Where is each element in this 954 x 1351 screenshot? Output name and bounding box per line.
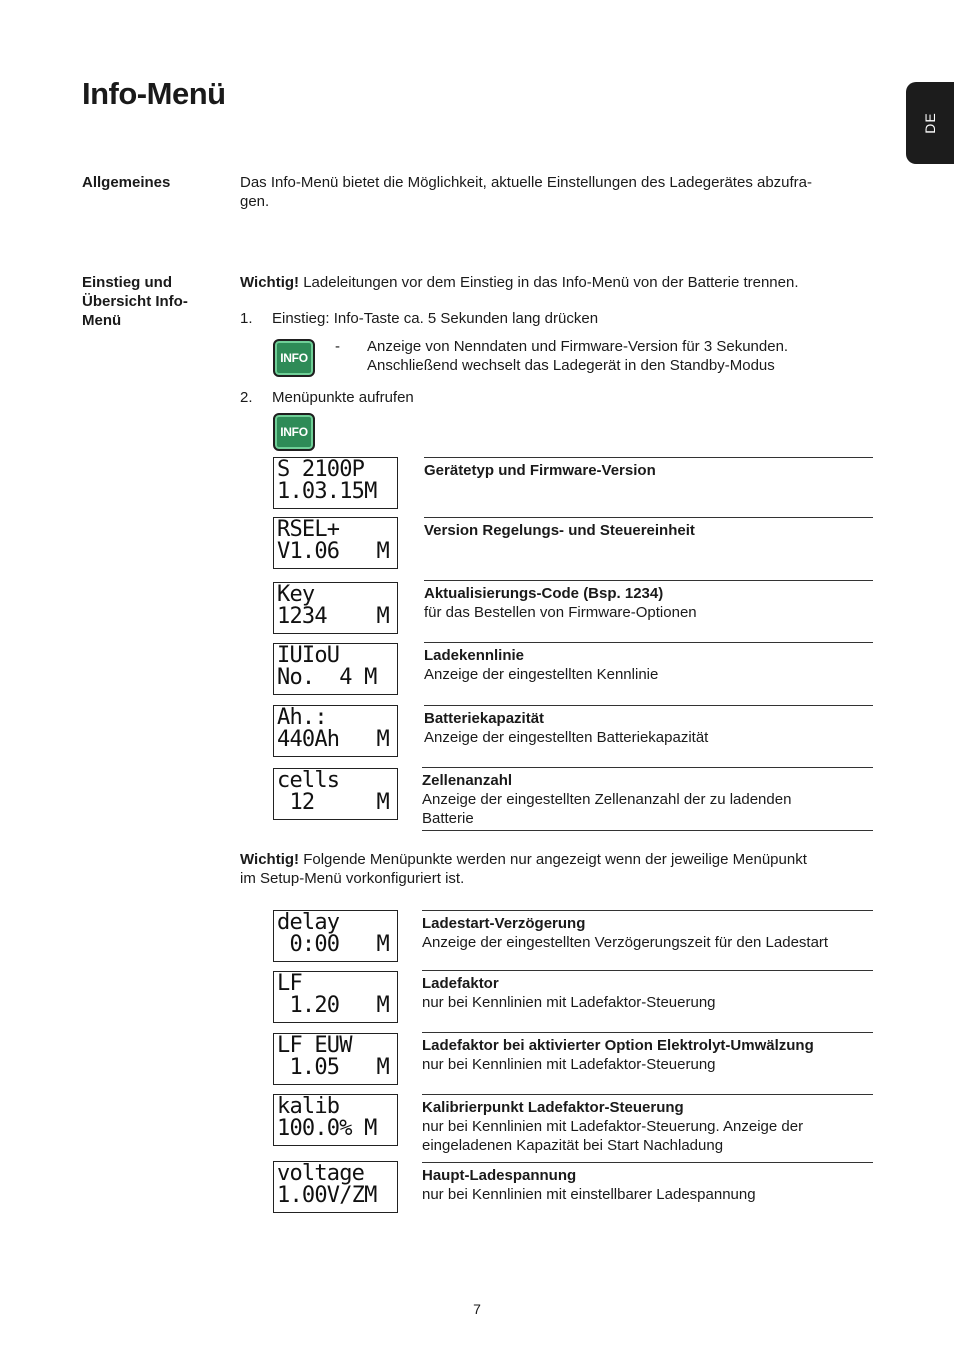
lcd-display: RSEL+ V1.06 M bbox=[273, 517, 398, 569]
step-1-note: Anzeige von Nenndaten und Firmware-Version für 3 Sekunden. Anschließend wechselt das Ladegerät in den Standby-Modus bbox=[367, 338, 789, 374]
menu-item: Ladefaktor bei aktivierter Option Elektrolyt-Umwälzung nur bei Kennlinien mit Ladefaktor-Steuerung bbox=[422, 1032, 873, 1074]
menu-item: Zellenanzahl Anzeige der eingestellten Zellenanzahl der zu ladenden Batterie bbox=[422, 767, 873, 828]
section-heading-entry: Einstieg und Übersicht Info- Menü bbox=[82, 274, 188, 329]
menu-item: Ladestart-Verzögerung Anzeige der eingestellten Verzögerungszeit für den Ladestart bbox=[422, 910, 873, 952]
step-2-text: Menüpunkte aufrufen bbox=[272, 389, 414, 406]
lcd-display: LF 1.20 M bbox=[273, 971, 398, 1023]
lcd-display: voltage 1.00V/ZM bbox=[273, 1161, 398, 1213]
menu-item: Ladefaktor nur bei Kennlinien mit Ladefaktor-Steuerung bbox=[422, 970, 873, 1012]
step-2-number: 2. bbox=[240, 389, 253, 406]
language-tab bbox=[906, 82, 954, 164]
lcd-display: delay 0:00 M bbox=[273, 910, 398, 962]
divider bbox=[422, 830, 873, 831]
menu-item: Batteriekapazität Anzeige der eingestellten Batteriekapazität bbox=[424, 705, 873, 747]
important-note-1: Wichtig! Ladeleitungen vor dem Einstieg in das Info-Menü von der Batterie trennen. bbox=[240, 274, 799, 291]
menu-item: Aktualisierungs-Code (Bsp. 1234) für das Bestellen von Firmware-Optionen bbox=[424, 580, 873, 622]
info-button-icon: INFO bbox=[273, 413, 315, 451]
step-1-number: 1. bbox=[240, 310, 253, 327]
menu-item: Version Regelungs- und Steuereinheit bbox=[424, 517, 873, 540]
lcd-display: Ah.: 440Ah M bbox=[273, 705, 398, 757]
lcd-display: kalib 100.0% M bbox=[273, 1094, 398, 1146]
lcd-display: LF EUW 1.05 M bbox=[273, 1033, 398, 1085]
menu-item: Kalibrierpunkt Ladefaktor-Steuerung nur bei Kennlinien mit Ladefaktor-Steuerung. Anzeige der eingeladenen Kapazität bei Start Nachladung bbox=[422, 1094, 873, 1155]
lcd-display: cells 12 M bbox=[273, 768, 398, 820]
step-1-dash: - bbox=[335, 338, 340, 355]
page-number: 7 bbox=[473, 1301, 481, 1317]
menu-item: Haupt-Ladespannung nur bei Kennlinien mit einstellbarer Ladespannung bbox=[422, 1162, 873, 1204]
language-tab-label: DE bbox=[922, 112, 938, 134]
section-heading-general: Allgemeines bbox=[82, 174, 171, 191]
menu-item: Gerätetyp und Firmware-Version bbox=[424, 457, 873, 480]
menu-item: Ladekennlinie Anzeige der eingestellten Kennlinie bbox=[424, 642, 873, 684]
step-1-text: Einstieg: Info-Taste ca. 5 Sekunden lang drücken bbox=[272, 310, 599, 327]
lcd-display: S 2100P 1.03.15M bbox=[273, 457, 398, 509]
lcd-display: Key 1234 M bbox=[273, 582, 398, 634]
page-title: Info-Menü bbox=[82, 76, 226, 111]
lcd-display: IUIoU No. 4 M bbox=[273, 643, 398, 695]
info-button-icon: INFO bbox=[273, 339, 315, 377]
general-text: Das Info-Menü bietet die Möglichkeit, aktuelle Einstellungen des Ladegerätes abzufra- gen. bbox=[240, 174, 813, 210]
important-note-2: Wichtig! Folgende Menüpunkte werden nur angezeigt wenn der jeweilige Menüpunkt im Setup-Menü vorkonfiguriert ist. bbox=[240, 851, 807, 887]
